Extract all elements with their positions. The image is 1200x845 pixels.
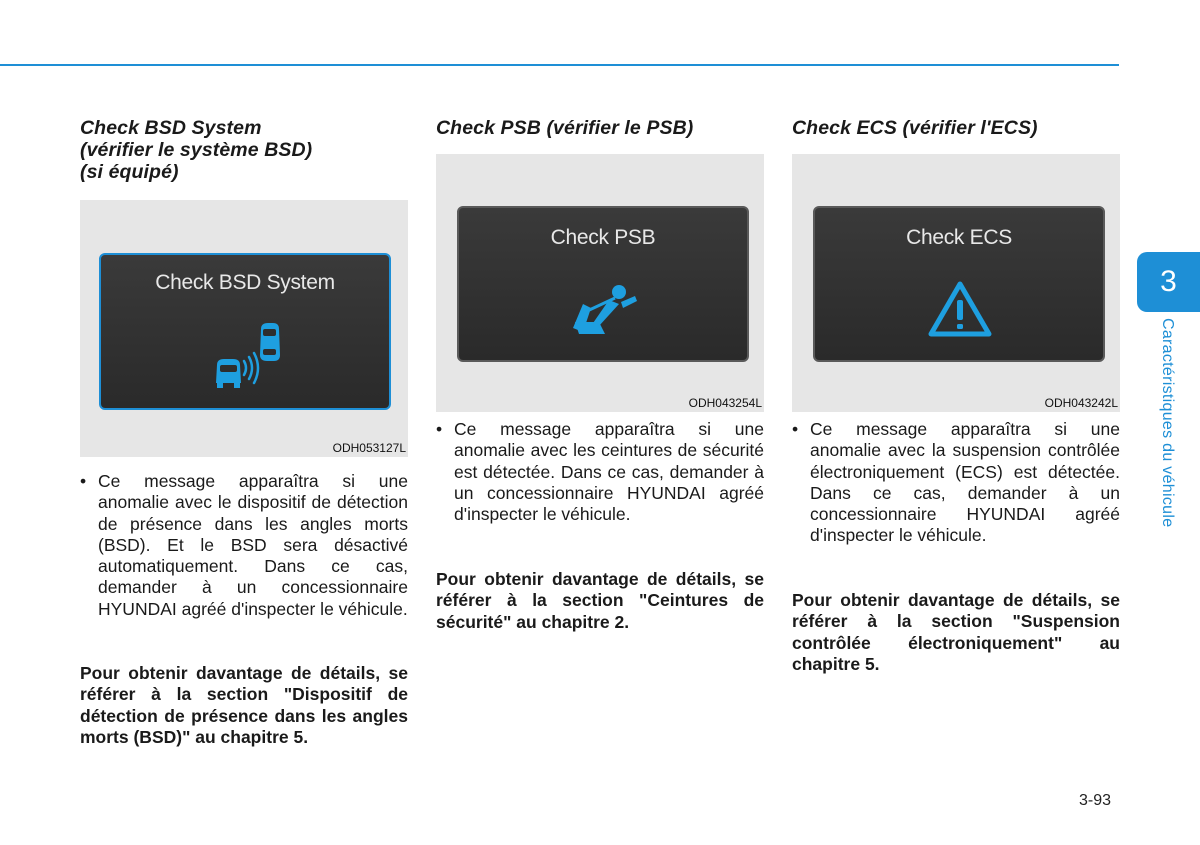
cluster-display: [99, 253, 391, 410]
reference-note: Pour obtenir davantage de détails, se référer à la section "Ceintures de sécurité" au chapitre 2.: [436, 569, 764, 632]
bullet-text: • Ce message apparaîtra si une anomalie avec la suspension contrôlée électroniquement (ECS) est détectée. Dans ce cas, demander à un concessionnaire HYUNDAI agréé d'inspecter le véhicule.: [792, 419, 1120, 547]
figure-psb: [436, 154, 764, 412]
cluster-display: [813, 206, 1105, 362]
blind-spot-detection-icon: [211, 321, 291, 393]
bullet-text: • Ce message apparaîtra si une anomalie avec les ceintures de sécurité est détectée. Dans ce cas, demander à un concessionnaire HYUNDAI agréé d'inspecter le véhicule.: [436, 419, 764, 525]
chapter-tab: 3: [1137, 252, 1200, 312]
display-message: Check BSD System: [155, 271, 335, 294]
section-heading: Check BSD System (vérifier le système BSD) (si équipé): [80, 117, 313, 183]
reference-note: Pour obtenir davantage de détails, se référer à la section "Suspension contrôlée électroniquement" au chapitre 5.: [792, 590, 1120, 674]
figure-bsd: [80, 200, 408, 457]
display-message: Check ECS: [906, 226, 1012, 249]
cluster-display: [457, 206, 749, 362]
figure-code: ODH043242L: [1044, 396, 1118, 410]
figure-code: ODH043254L: [688, 396, 762, 410]
seatbelt-icon: [569, 282, 639, 338]
section-heading: Check ECS (vérifier l'ECS): [792, 117, 1038, 139]
reference-note: Pour obtenir davantage de détails, se référer à la section "Dispositif de détection de présence dans les angles morts (BSD)" au chapitre 5.: [80, 663, 408, 747]
bullet-text: • Ce message apparaîtra si une anomalie avec le dispositif de détection de présence dans les angles morts (BSD). Et le BSD sera désactivé automatiquement. Dans ce cas, demander à un concessionnaire HYUNDAI agréé d'inspecter le véhicule.: [80, 471, 408, 620]
chapter-title: Caractéristiques du véhicule: [1159, 318, 1176, 528]
figure-ecs: [792, 154, 1120, 412]
figure-code: ODH053127L: [332, 441, 406, 455]
warning-triangle-icon: [927, 280, 993, 338]
section-heading: Check PSB (vérifier le PSB): [436, 117, 694, 139]
display-message: Check PSB: [550, 226, 656, 249]
page-number: 3-93: [1079, 792, 1112, 809]
top-rule: [0, 64, 1119, 66]
